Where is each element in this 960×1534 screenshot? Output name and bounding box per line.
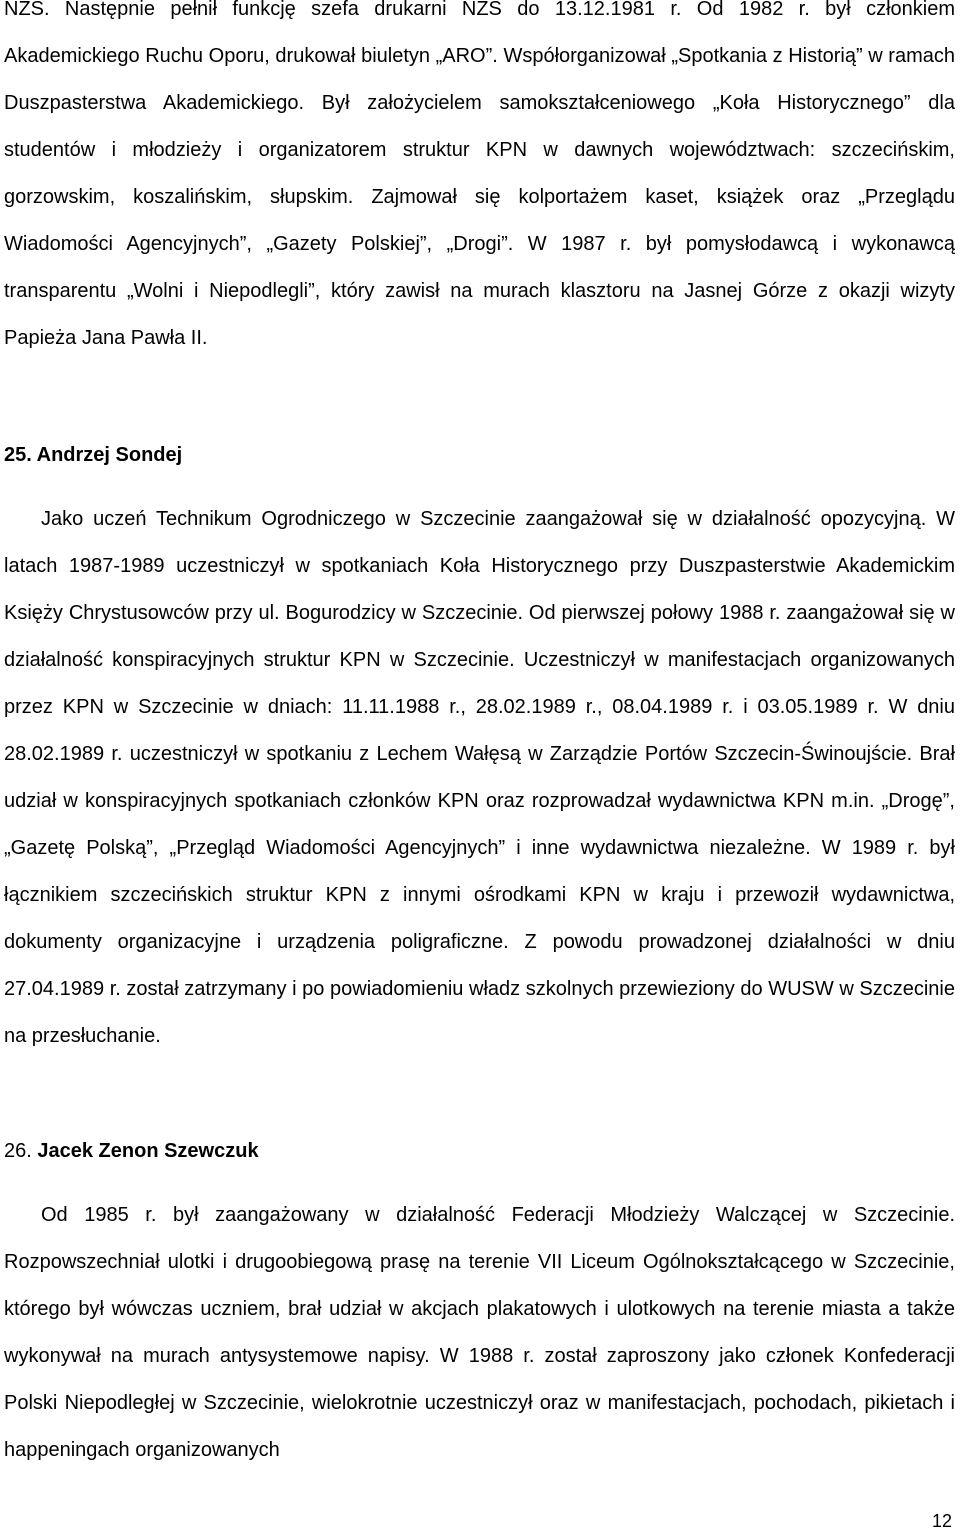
page-number: 12	[931, 1511, 952, 1531]
section-name-25: Andrzej Sondej	[36, 444, 183, 466]
section-heading-25	[4, 440, 182, 470]
paragraph-continuation	[4, 0, 955, 362]
section-body-26-text: Od 1985 r. był zaangażowany w działalność Federacji Młodzieży Walczącej w Szczecinie. Rozpowszechniał ulotki i drugoobiegową prasę na terenie VII Liceum Ogólnokształcącego w Szczecinie, którego był wówczas uczniem, brał udział w akcjach plakatowych i ulotkowych na terenie miasta a także wykonywał na murach antysystemowe napisy. W 1988 r. został zaproszony jako członek Konfederacji Polski Niepodległej w Szczecinie, wielokrotnie uczestniczył oraz w manifestacjach, pochodach, pikietach i happeningach organizowanych	[4, 1204, 955, 1461]
paragraph-continuation-text: NZS. Następnie pełnił funkcję szefa drukarni NZS do 13.12.1981 r. Od 1982 r. był członkiem Akademickiego Ruchu Oporu, drukował biuletyn „ARO”. Współorganizował „Spotkania z Historią” w ramach Duszpasterstwa Akademickiego. Był założycielem samokształceniowego „Koła Historycznego” dla studentów i młodzieży i organizatorem struktur KPN w dawnych województwach: szczecińskim, gorzowskim, koszalińskim, słupskim. Zajmował się kolportażem kaset, książek oraz „Przeglądu Wiadomości Agencyjnych”, „Gazety Polskiej”, „Drogi”. W 1987 r. był pomysłodawcą i wykonawcą transparentu „Wolni i Niepodlegli”, który zawisł na murach klasztoru na Jasnej Górze z okazji wizyty Papieża Jana Pawła II.	[4, 0, 955, 349]
section-body-26	[4, 1192, 955, 1474]
section-name-26: Jacek Zenon Szewczuk	[37, 1140, 259, 1162]
section-body-25	[4, 496, 955, 1060]
section-number-25: 25.	[4, 444, 32, 466]
section-heading-26	[4, 1136, 259, 1166]
section-body-25-text: Jako uczeń Technikum Ogrodniczego w Szczecinie zaangażował się w działalność opozycyjną. W latach 1987-1989 uczestniczył w spotkaniach Koła Historycznego przy Duszpasterstwie Akademickim Księży Chrystusowców przy ul. Bogurodzicy w Szczecinie. Od pierwszej połowy 1988 r. zaangażował się w działalność konspiracyjnych struktur KPN w Szczecinie. Uczestniczył w manifestacjach organizowanych przez KPN w Szczecinie w dniach: 11.11.1988 r., 28.02.1989 r., 08.04.1989 r. i 03.05.1989 r. W dniu 28.02.1989 r. uczestniczył w spotkaniu z Lechem Wałęsą w Zarządzie Portów Szczecin-Świnoujście. Brał udział w konspiracyjnych spotkaniach członków KPN oraz rozprowadzał wydawnictwa KPN m.in. „Drogę”, „Gazetę Polską”, „Przegląd Wiadomości Agencyjnych” i inne wydawnictwa niezależne. W 1989 r. był łącznikiem szczecińskich struktur KPN z innymi ośrodkami KPN w kraju i przewoził wydawnictwa, dokumenty organizacyjne i urządzenia poligraficzne. Z powodu prowadzonej działalności w dniu 27.04.1989 r. został zatrzymany i po powiadomieniu władz szkolnych przewieziony do WUSW w Szczecinie na przesłuchanie.	[4, 508, 955, 1047]
section-number-26: 26.	[4, 1140, 32, 1162]
